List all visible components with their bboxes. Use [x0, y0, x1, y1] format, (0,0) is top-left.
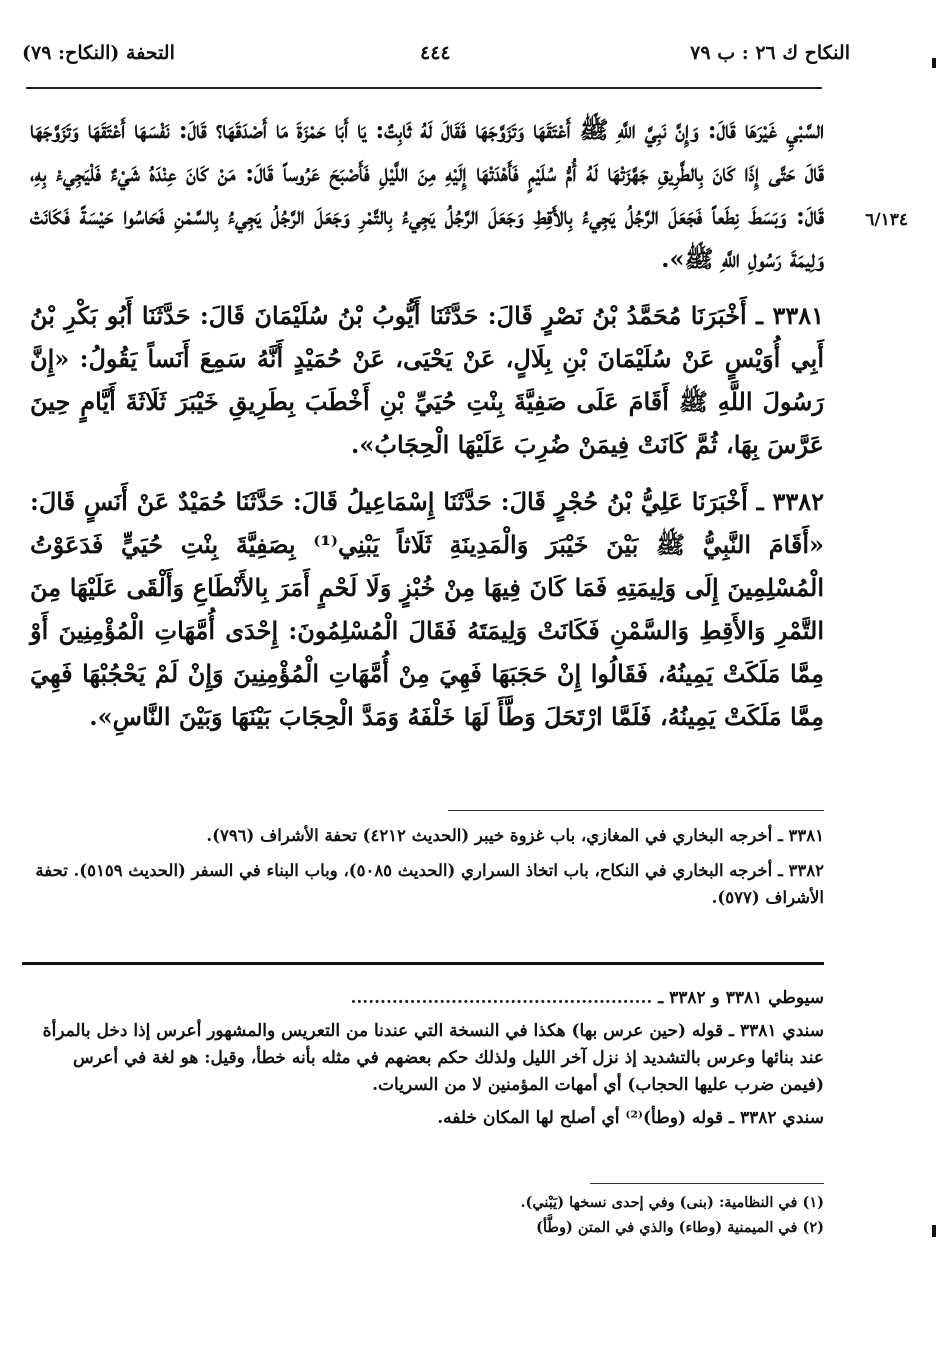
suyuti-dots: ...................................................	[350, 988, 653, 1008]
header-chapter-ref: النكاح ك ٢٦ : ب ٧٩	[690, 42, 850, 64]
bottom-notes-rule	[590, 1183, 824, 1184]
scan-edge-mark	[932, 1225, 936, 1237]
bottom-note-2: (٢) في الميمنية (وطاء) والذي في المتن (وطَّأ)	[536, 1219, 824, 1236]
margin-reference: ٦/١٣٤	[865, 210, 908, 230]
footnote-rule	[448, 810, 824, 811]
hadith-continuation: السَّبْيِ غَيْرَهَا قَالَ: وَإِنَّ نَبِيَّ اللَّهِ ﷺ أَعْتَقَهَا وَتَزَوَّجَهَا فَقَالَ لَهُ ثَابِتٌ: يَا أَبَا حَمْزَةَ مَا أَصْدَقَهَا؟ قَالَ: نَفْسَهَا أَعْتَقَهَا وَتَزَوَّجَهَا قَالَ حَتَّى إِذَا كَانَ بِالطَّرِيقِ جَهَّزَتْهَا لَهُ أُمُّ سُلَيْمٍ فَأَهْدَتْهَا إِلَيْهِ مِنَ اللَّيْلِ فَأَصْبَحَ عَرُوساً قَالَ: مَنْ كَانَ عِنْدَهُ شَيْءٌ فَلْيَجِيءْ بِهِ، قَالَ: وَبَسَطَ نِطَعاً فَجَعَلَ الرَّجُلُ يَجِيءُ بِالأَقِطِ وَجَعَلَ الرَّجُلُ يَجِيءُ بِالتَّمْرِ وَجَعَلَ الرَّجُلُ يَجِيءُ بِالسَّمْنِ فَحَاسُوا حَيْسَةً فَكَانَتْ وَلِيمَةَ رَسُولِ اللَّهِ ﷺ».	[30, 115, 824, 273]
suyuti-heading: سيوطي ٣٣٨١ و ٣٣٨٢ ـ	[658, 988, 824, 1008]
footnote-3381: ٣٣٨١ ـ أخرجه البخاري في المغازي، باب غزوة خيبر (الحديث ٤٢١٢) تحفة الأشراف (٧٩٦).	[206, 826, 824, 845]
footnote-3382: ٣٣٨٢ ـ أخرجه البخاري في النكاح، باب اتخاذ السراري (الحديث ٥٠٨٥)، وباب البناء في السفر (الحديث ٥١٥٩). تحفة الأشراف (٥٧٧).	[35, 861, 824, 907]
header-rule	[26, 87, 822, 89]
bottom-note-1: (١) في النظامية: (بنى) وفي إحدى نسخها (يَبْني).	[520, 1194, 824, 1211]
bottom-notes	[30, 1190, 824, 1240]
commentary-divider	[22, 962, 824, 965]
hadith-body	[30, 108, 824, 752]
sindi-3382: سندي ٣٣٨٢ ـ قوله (وطأ)⁽²⁾ أي أصلح لها المكان خلفه.	[437, 1108, 824, 1128]
takhrij-footnotes	[30, 822, 824, 919]
commentary-section	[30, 985, 824, 1138]
header-tuhfa-ref: التحفة (النكاح: ٧٩)	[22, 42, 175, 64]
suyuti-line	[30, 985, 824, 1012]
hadith-3382: ٣٣٨٢ ـ أَخْبَرَنَا عَلِيُّ بْنُ حُجْرٍ قَالَ: حَدَّثَنَا إِسْمَاعِيلُ قَالَ: حَدَّثَنَا حُمَيْدٌ عَنْ أَنَسٍ قَالَ: «أَقَامَ النَّبِيُّ ﷺ بَيْنَ خَيْبَرَ وَالْمَدِينَةِ ثَلَاثاً يَبْنِي⁽¹⁾ بِصَفِيَّةَ بِنْتِ حُيَيٍّ فَدَعَوْتُ الْمُسْلِمِينَ إِلَى وَلِيمَتِهِ فَمَا كَانَ فِيهَا مِنْ خُبْزٍ وَلَا لَحْمٍ أَمَرَ بِالأَنْطَاعِ وَأَلْقَى عَلَيْهَا مِنَ التَّمْرِ وَالأَقِطِ وَالسَّمْنِ فَكَانَتْ وَلِيمَتَهُ فَقَالَ الْمُسْلِمُونَ: إِحْدَى أُمَّهَاتِ الْمُؤْمِنِينَ أَوْ مِمَّا مَلَكَتْ يَمِينُهُ، فَقَالُوا إِنْ حَجَبَهَا فَهِيَ مِنْ أُمَّهَاتِ الْمُؤْمِنِينَ وَإِنْ لَمْ يَحْجُبْهَا فَهِيَ مِمَّا مَلَكَتْ يَمِينُهُ، فَلَمَّا ارْتَحَلَ وَطَّأَ لَهَا خَلْفَهُ وَمَدَّ الْحِجَابَ بَيْنَهَا وَبَيْنَ النَّاسِ».	[30, 487, 825, 731]
sindi-3381: سندي ٣٣٨١ ـ قوله (حين عرس بها) هكذا في النسخة التي عندنا من التعريس والمشهور أعرس إذا دخل بالمرأة عند بنائها وعرس بالتشديد إذ نزل آخر الليل ولذلك حكم بعضهم في مثله بأنه خطأ، وقيل: هو لغة في أعرس (فيمن ضرب عليها الحجاب) أي أمهات المؤمنين لا من السريات.	[42, 1021, 824, 1095]
page-number: ٤٤٤	[420, 42, 451, 64]
scan-edge-mark	[932, 58, 936, 68]
hadith-3381: ٣٣٨١ ـ أَخْبَرَنَا مُحَمَّدُ بْنُ نَصْرٍ قَالَ: حَدَّثَنَا أَيُّوبُ بْنُ سُلَيْمَانَ قَالَ: حَدَّثَنَا أَبُو بَكْرِ بْنُ أَبِي أُوَيْسٍ عَنْ سُلَيْمَانَ بْنِ بِلَالٍ، عَنْ يَحْيَى، عَنْ حُمَيْدٍ أَنَّهُ سَمِعَ أَنَساً يَقُولُ: «إِنَّ رَسُولَ اللَّهِ ﷺ أَقَامَ عَلَى صَفِيَّةَ بِنْتِ حُيَيِّ بْنِ أَخْطَبَ بِطَرِيقِ خَيْبَرَ ثَلَاثَةَ أَيَّامٍ حِينَ عَرَّسَ بِهَا، ثُمَّ كَانَتْ فِيمَنْ ضُرِبَ عَلَيْهَا الْحِجَابُ».	[30, 301, 824, 459]
